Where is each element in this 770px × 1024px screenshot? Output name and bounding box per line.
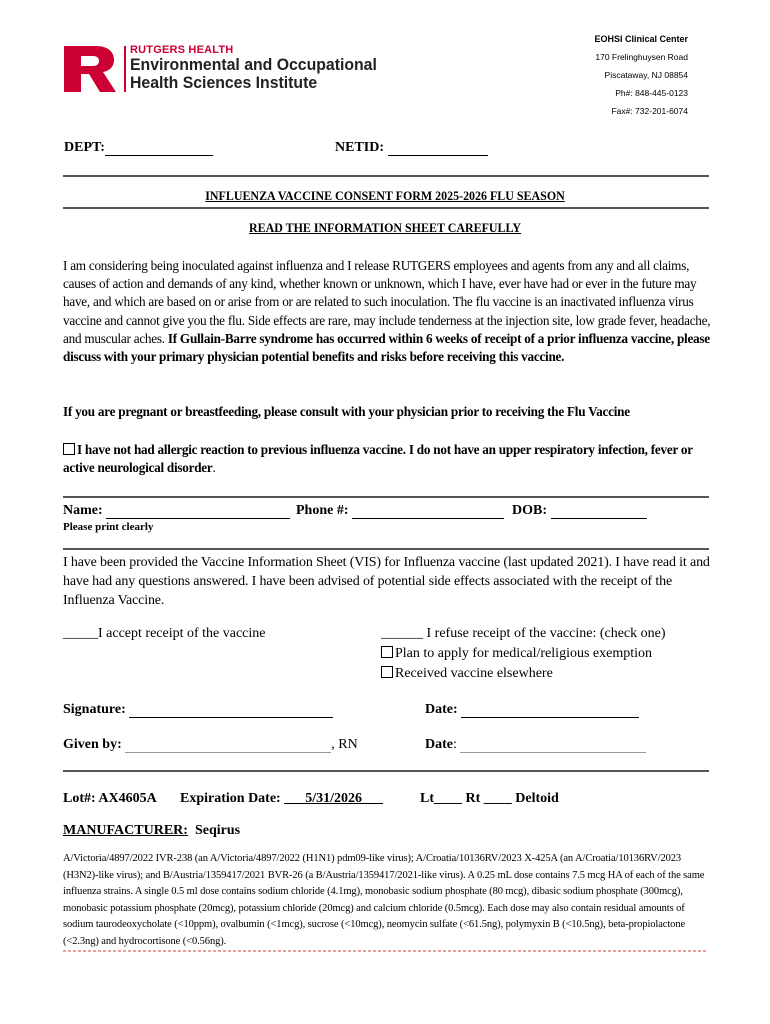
dob-field[interactable] [512, 503, 647, 519]
dept-label: DEPT: [64, 140, 105, 155]
vaccine-ingredients: A/Victoria/4897/2022 IVR-238 (an A/Victoria/4897/2022 (H1N1) pdm09-like virus); A/Croatia/10136RV/2023 X-425A (an A/Croatia/10136RV/2023 (H3N2)-like virus); and B/Austria/1359417/2021 BVR-26 (a B/Austria/1359417/2021-like virus). A 0.25 mL dose contains 7.5 mcg HA of each of the same influenza strains. A single 0.5 ml dose contains sodium chloride (4.1mg), monobasic sodium phosphate (80 mcg), dibasic sodium phosphate (300mcg), monobasic potassium phosphate (20mcg), potassium chloride (20mcg) and calcium chloride (0.5mcg). Each dose may also contain residual amounts of sodium taurodeoxycholate (<10ppm), ovalbumin (<1mcg), sucrose (<10mcg), neomycin sulfate (<61.5ng), polymyxin B (<10.5ng), beta-propiolactone (<2.3ng) and hydrocortisone (<0.56ng). [63, 853, 705, 947]
logo-institute-line1: Environmental and Occupational [130, 55, 377, 74]
clinic-phone: Ph#: 848-445-0123 [615, 88, 688, 98]
clinic-fax: Fax#: 732-201-6074 [611, 106, 688, 116]
vis-acknowledgement: I have been provided the Vaccine Information Sheet (VIS) for Influenza vaccine (last updated 2021). I have read it and have had any questions answered. I have been advised of potential side effects associated with the receipt of the Influenza Vaccine. [63, 555, 710, 608]
elsewhere-option[interactable] [381, 666, 553, 682]
given-by-input-line[interactable] [125, 738, 331, 753]
signature-label: Signature: [63, 702, 126, 717]
name-input-line[interactable] [106, 504, 290, 519]
pregnancy-notice: If you are pregnant or breastfeeding, please consult with your physician prior to receiving the Flu Vaccine [63, 404, 630, 419]
clinic-address-line2: Piscataway, NJ 08854 [604, 70, 688, 80]
given-date-colon: : [453, 737, 457, 752]
consent-text: I am considering being inoculated against influenza and I release RUTGERS employees and agents from any and all claims, causes of action and demands of any kind, whether known or unknown, which I have, ever have had or ever in the future may have, and which are based on or arise from or are related to such inoculation. The flu vaccine is an inactivated influenza virus vaccine and cannot give you the flu. Side effects are rare, may include tenderness at the injection site, low grade fever, headache, and muscular aches. [63, 258, 711, 346]
consent-paragraph [63, 257, 711, 366]
elsewhere-label: Received vaccine elsewhere [395, 666, 553, 681]
refuse-option[interactable]: ______ I refuse receipt of the vaccine: (check one) [381, 626, 666, 641]
signature-input-line[interactable] [129, 703, 333, 718]
divider [63, 496, 709, 498]
expiration-label: Expiration Date: [180, 791, 281, 806]
dept-input-line[interactable] [105, 141, 213, 156]
dob-input-line[interactable] [551, 504, 647, 519]
gbs-warning: If Gullain-Barre syndrome has occurred within 6 weeks of receipt of a prior influenza vaccine, please discuss with your primary physician potential benefits and risks before receiving this vaccine. [63, 330, 710, 365]
logo-wordmark [130, 44, 395, 92]
exemption-checkbox[interactable] [381, 646, 393, 658]
clinic-address-line1: 170 Frelinghuysen Road [595, 52, 688, 62]
exemption-option[interactable] [381, 646, 652, 662]
rutgers-r-logo-icon [62, 44, 118, 94]
logo-org-name: RUTGERS HEALTH [130, 44, 234, 56]
allergy-text: I have not had allergic reaction to previous influenza vaccine. I do not have an upper respiratory infection, fever or active neurological disorder [63, 442, 693, 476]
divider [63, 548, 709, 550]
form-subtitle: READ THE INFORMATION SHEET CAREFULLY [248, 220, 522, 235]
date-label: Date: [425, 702, 458, 717]
lot-number: Lot#: AX4605A [63, 791, 157, 806]
logo-institute-line2: Health Sciences Institute [130, 73, 318, 92]
allergy-period: . [212, 460, 216, 476]
dept-field[interactable] [64, 140, 213, 156]
rn-suffix: , RN [331, 737, 358, 752]
given-by-label: Given by: [63, 737, 122, 752]
name-label: Name: [63, 503, 103, 518]
divider [63, 207, 709, 209]
dashed-divider [63, 950, 708, 952]
expiration-field [180, 791, 383, 807]
print-clearly-hint: Please print clearly [63, 521, 154, 533]
date-input-line[interactable] [461, 703, 639, 718]
given-date-field[interactable] [425, 737, 646, 753]
clinic-contact-block [594, 30, 688, 120]
signature-field[interactable] [63, 702, 333, 718]
date-field[interactable] [425, 702, 639, 718]
given-date-label: Date [425, 737, 453, 752]
clinic-title: EOHSI Clinical Center [594, 34, 688, 44]
form-title: INFLUENZA VACCINE CONSENT FORM 2025-2026 FLU SEASON [205, 188, 565, 203]
netid-label: NETID: [335, 140, 385, 155]
accept-option[interactable]: _____I accept receipt of the vaccine [63, 626, 266, 641]
elsewhere-checkbox[interactable] [381, 666, 393, 678]
manufacturer-field [63, 823, 240, 839]
phone-field[interactable] [296, 503, 504, 519]
dob-label: DOB: [512, 503, 547, 518]
given-date-input-line[interactable] [460, 738, 646, 753]
divider [63, 770, 709, 772]
phone-label: Phone #: [296, 503, 349, 518]
netid-field[interactable] [335, 140, 488, 156]
exemption-label: Plan to apply for medical/religious exemption [395, 646, 652, 661]
name-field[interactable] [63, 503, 290, 519]
manufacturer-value: Seqirus [194, 823, 241, 838]
expiration-value: ___5/31/2026___ [284, 791, 383, 806]
manufacturer-label: MANUFACTURER: [63, 823, 188, 838]
injection-site[interactable]: Lt____ Rt ____ Deltoid [420, 791, 559, 806]
divider [63, 175, 709, 177]
logo-divider [124, 46, 126, 92]
phone-input-line[interactable] [352, 504, 504, 519]
allergy-checkbox[interactable] [63, 443, 75, 455]
netid-input-line[interactable] [388, 141, 488, 156]
allergy-attestation[interactable] [63, 441, 711, 477]
given-by-field[interactable] [63, 737, 358, 753]
